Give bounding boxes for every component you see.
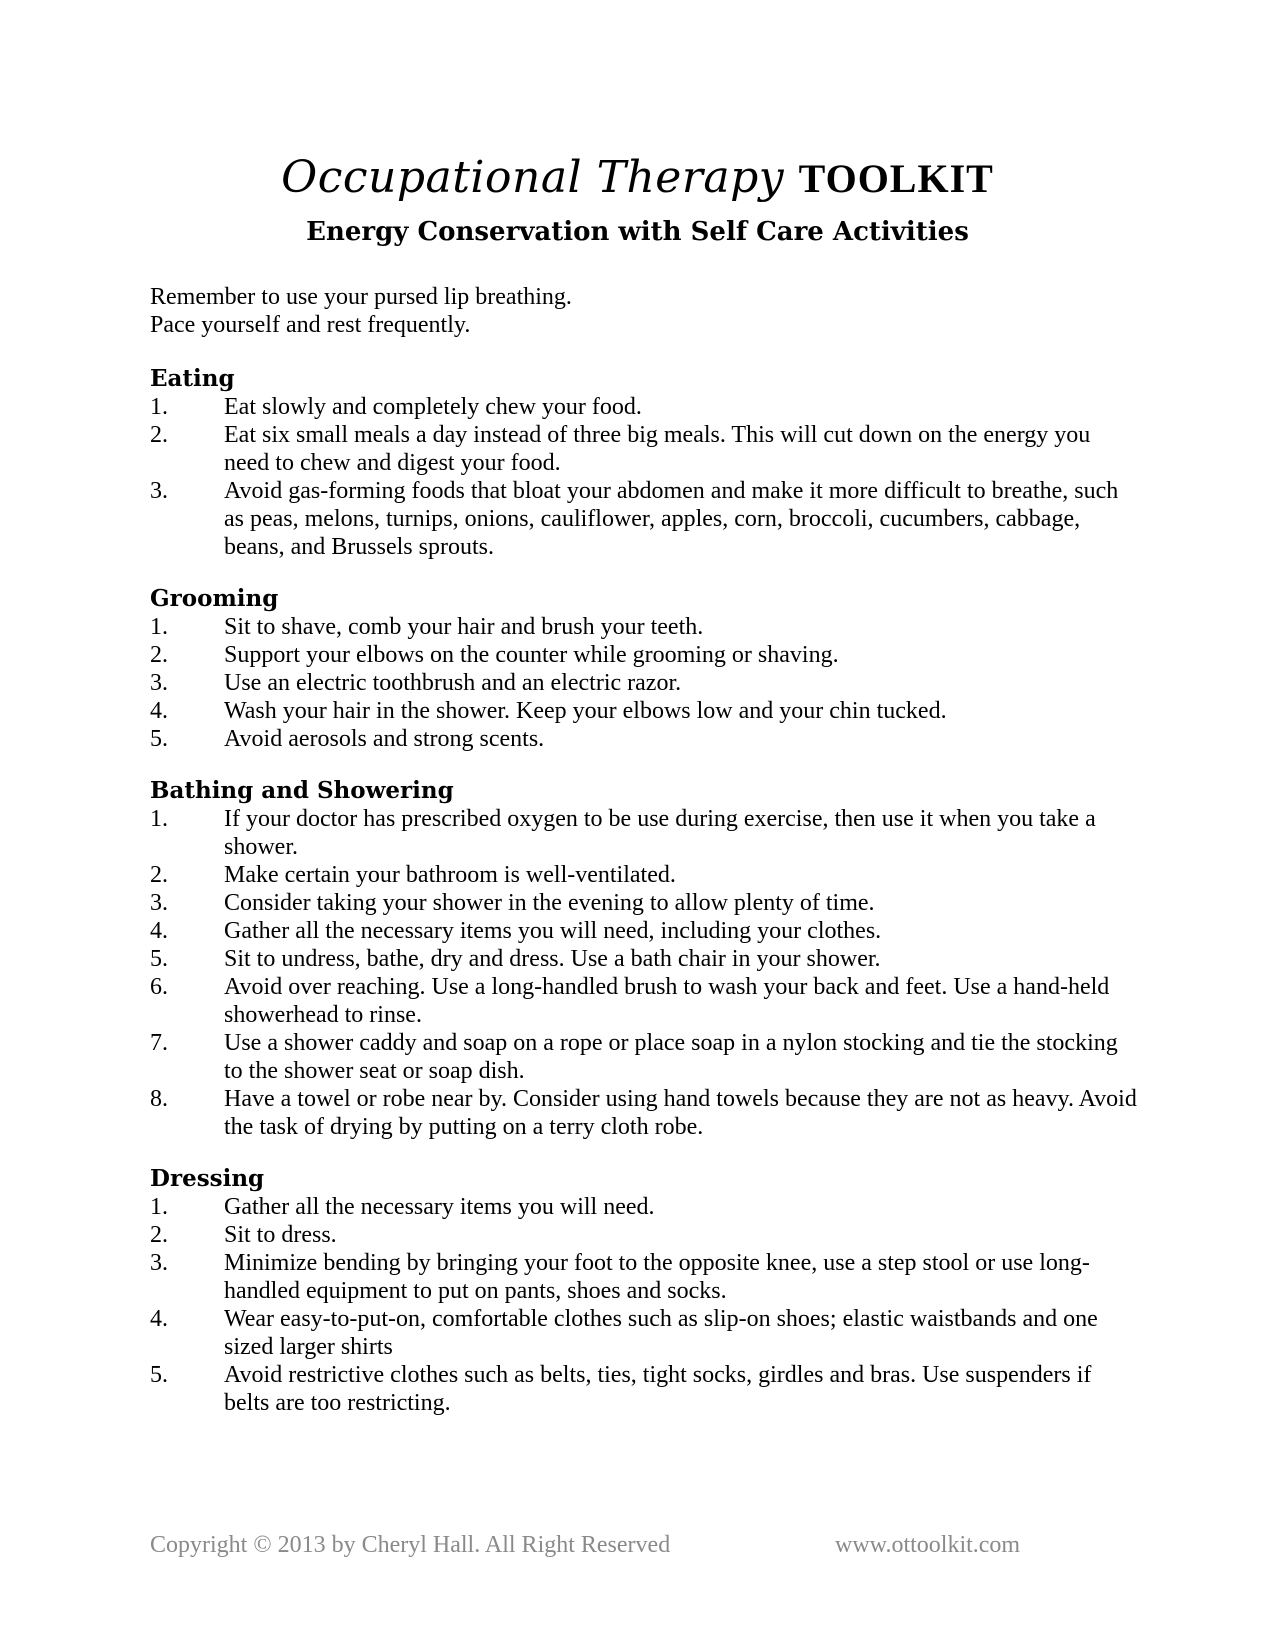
list-item — [150, 393, 1140, 421]
item-number: 8. — [150, 1086, 168, 1112]
item-text: Wear easy-to-put-on, comfortable clothes such as slip-on shoes; elastic waistbands and one sized larger shirts — [224, 1306, 1098, 1360]
section-bathing-showering — [150, 777, 1140, 1141]
list-item — [150, 917, 1140, 945]
item-text: Minimize bending by bringing your foot to the opposite knee, use a step stool or use long-handled equipment to put on pants, shoes and socks. — [224, 1250, 1090, 1304]
item-text: Sit to undress, bathe, dry and dress. Use a bath chair in your shower. — [224, 946, 881, 972]
item-text: Have a towel or robe near by. Consider using hand towels because they are not as heavy. Avoid the task of drying by putting on a terry cloth robe. — [224, 1086, 1137, 1140]
intro-block — [150, 283, 1140, 339]
list-item — [150, 889, 1140, 917]
item-number: 2. — [150, 422, 168, 448]
list-item — [150, 613, 1140, 641]
item-text: Use a shower caddy and soap on a rope or place soap in a nylon stocking and tie the stocking to the shower seat or soap dish. — [224, 1030, 1118, 1084]
list-item — [150, 1361, 1140, 1417]
item-number: 7. — [150, 1030, 168, 1056]
list-item — [150, 973, 1140, 1029]
website-link[interactable]: www.ottoolkit.com — [835, 1532, 1021, 1558]
item-number: 2. — [150, 642, 168, 668]
item-number: 4. — [150, 1306, 168, 1332]
item-text: Consider taking your shower in the evening to allow plenty of time. — [224, 890, 875, 916]
item-text: Wash your hair in the shower. Keep your elbows low and your chin tucked. — [224, 698, 947, 724]
item-list — [150, 613, 1140, 753]
list-item — [150, 945, 1140, 973]
item-number: 3. — [150, 670, 168, 696]
document-footer — [150, 1530, 1050, 1560]
section-eating — [150, 365, 1140, 561]
list-item — [150, 725, 1140, 753]
item-text: Sit to dress. — [224, 1222, 337, 1248]
document-title — [0, 150, 1275, 207]
item-text: Eat slowly and completely chew your food. — [224, 394, 642, 420]
item-number: 1. — [150, 394, 168, 420]
section-title: Eating — [150, 365, 235, 392]
list-item — [150, 1029, 1140, 1085]
intro-line: Remember to use your pursed lip breathing. — [150, 284, 572, 310]
list-item — [150, 641, 1140, 669]
item-number: 5. — [150, 1362, 168, 1388]
item-number: 2. — [150, 862, 168, 888]
item-number: 3. — [150, 890, 168, 916]
item-text: Avoid over reaching. Use a long-handled brush to wash your back and feet. Use a hand-held showerhead to rinse. — [224, 974, 1110, 1028]
item-text: Avoid restrictive clothes such as belts, ties, tight socks, girdles and bras. Use suspenders if belts are too restricting. — [224, 1362, 1092, 1416]
item-list — [150, 393, 1140, 561]
list-item — [150, 697, 1140, 725]
item-list — [150, 1193, 1140, 1417]
item-text: If your doctor has prescribed oxygen to be use during exercise, then use it when you take a shower. — [224, 806, 1096, 860]
title-script: Occupational Therapy — [281, 152, 785, 203]
item-number: 1. — [150, 1194, 168, 1220]
item-text: Avoid aerosols and strong scents. — [224, 726, 545, 752]
list-item — [150, 805, 1140, 861]
item-text: Avoid gas-forming foods that bloat your abdomen and make it more difficult to breathe, such as peas, melons, turnips, onions, cauliflower, apples, corn, broccoli, cucumbers, cabbage, beans, and Brussels sprouts. — [224, 478, 1119, 560]
document-subtitle: Energy Conservation with Self Care Activities — [306, 217, 969, 247]
list-item — [150, 1085, 1140, 1141]
item-number: 3. — [150, 1250, 168, 1276]
list-item — [150, 477, 1140, 561]
list-item — [150, 1249, 1140, 1305]
item-number: 5. — [150, 726, 168, 752]
item-number: 5. — [150, 946, 168, 972]
document-header — [0, 150, 1275, 249]
section-title: Dressing — [150, 1165, 265, 1192]
list-item — [150, 669, 1140, 697]
item-text: Gather all the necessary items you will need. — [224, 1194, 655, 1220]
item-text: Use an electric toothbrush and an electric razor. — [224, 670, 682, 696]
item-text: Eat six small meals a day instead of three big meals. This will cut down on the energy you need to chew and digest your food. — [224, 422, 1091, 476]
copyright-text: Copyright © 2013 by Cheryl Hall. All Right Reserved — [150, 1532, 671, 1558]
item-number: 3. — [150, 478, 168, 504]
item-number: 6. — [150, 974, 168, 1000]
section-title: Grooming — [150, 585, 279, 612]
intro-line: Pace yourself and rest frequently. — [150, 312, 471, 338]
item-text: Make certain your bathroom is well-ventilated. — [224, 862, 676, 888]
list-item — [150, 1193, 1140, 1221]
section-title: Bathing and Showering — [150, 777, 454, 804]
list-item — [150, 1305, 1140, 1361]
section-dressing — [150, 1165, 1140, 1417]
section-grooming — [150, 585, 1140, 753]
item-text: Gather all the necessary items you will need, including your clothes. — [224, 918, 882, 944]
item-list — [150, 805, 1140, 1141]
title-caps: TOOLKIT — [798, 156, 994, 201]
item-text: Sit to shave, comb your hair and brush your teeth. — [224, 614, 704, 640]
item-number: 1. — [150, 806, 168, 832]
item-number: 1. — [150, 614, 168, 640]
list-item — [150, 421, 1140, 477]
list-item — [150, 1221, 1140, 1249]
list-item — [150, 861, 1140, 889]
item-number: 4. — [150, 918, 168, 944]
document-body — [150, 283, 1140, 1417]
item-text: Support your elbows on the counter while grooming or shaving. — [224, 642, 839, 668]
item-number: 4. — [150, 698, 168, 724]
item-number: 2. — [150, 1222, 168, 1248]
